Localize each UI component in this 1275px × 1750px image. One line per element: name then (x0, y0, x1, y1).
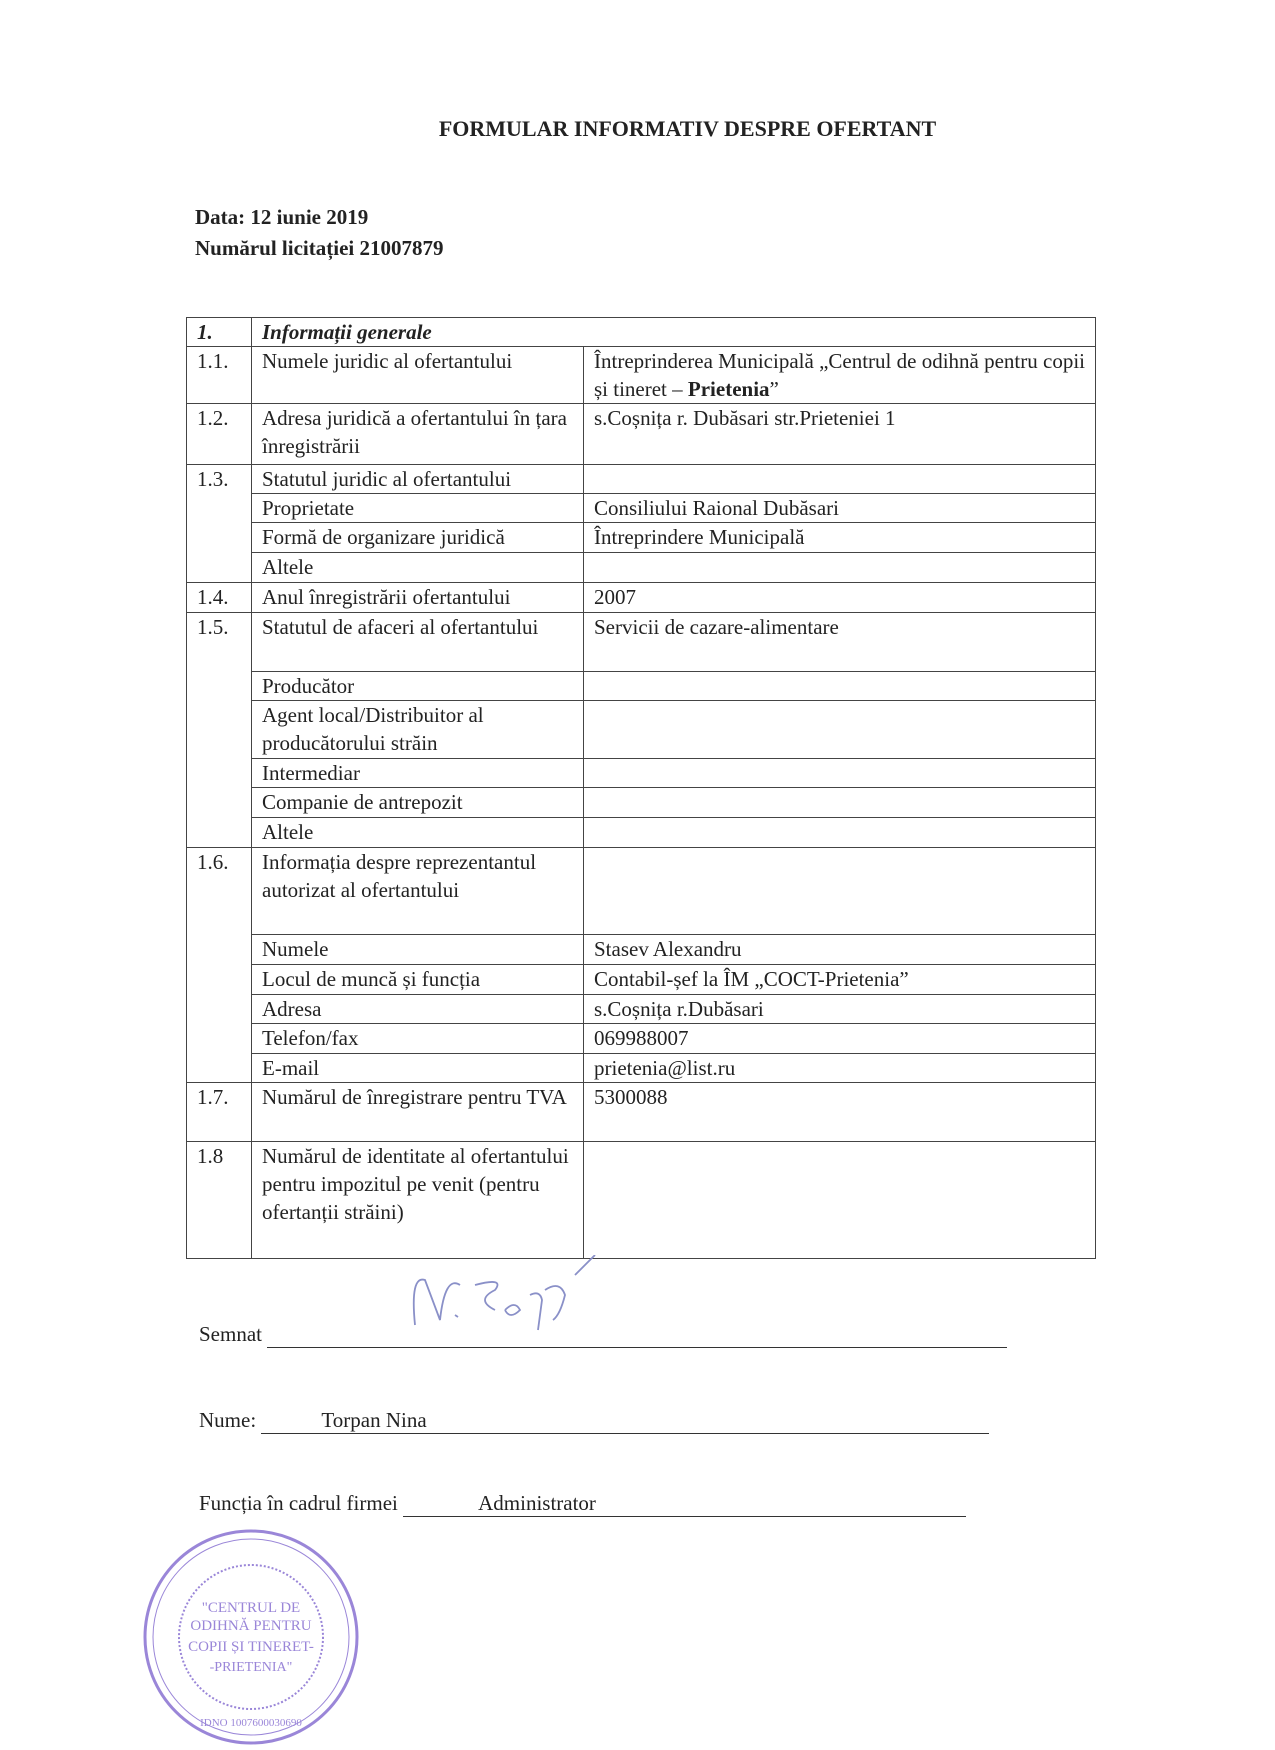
row-label: Telefon/fax (252, 1024, 584, 1054)
document-title: FORMULAR INFORMATIV DESPRE OFERTANT (438, 116, 937, 141)
row-value (584, 759, 1096, 788)
section-number: 1. (187, 318, 252, 347)
table-row (187, 759, 1096, 788)
table-row (187, 465, 1096, 494)
row-label: Adresa (252, 995, 584, 1024)
section-header-row (187, 318, 1096, 347)
table-row (187, 788, 1096, 818)
signed-label: Semnat (199, 1322, 262, 1346)
row-label: Altele (252, 553, 584, 583)
row-value: 5300088 (584, 1083, 1096, 1142)
row-value (584, 848, 1096, 935)
row-value (584, 788, 1096, 818)
value-text: Întreprinderea Municipală „Centrul de odihnă pentru copii și tineret – (594, 349, 1085, 401)
table-row (187, 553, 1096, 583)
row-label: Formă de organizare juridică (252, 523, 584, 553)
row-value: Contabil-șef la ÎM „COCT-Prietenia” (584, 965, 1096, 995)
row-number (187, 672, 252, 701)
table-row (187, 494, 1096, 523)
row-number (187, 759, 252, 788)
row-label: Proprietate (252, 494, 584, 523)
row-value (584, 347, 1096, 404)
svg-text:-PRIETENIA": -PRIETENIA" (209, 1660, 293, 1675)
row-label: E-mail (252, 1054, 584, 1083)
row-value: prietenia@list.ru (584, 1054, 1096, 1083)
name-field (199, 1408, 989, 1434)
table-row (187, 613, 1096, 672)
row-label: Agent local/Distribuitor al producătorului străin (252, 701, 584, 759)
company-stamp (140, 1526, 362, 1748)
row-number (187, 995, 252, 1024)
table-row (187, 583, 1096, 613)
row-number (187, 1024, 252, 1054)
row-number (187, 1054, 252, 1083)
table-row (187, 672, 1096, 701)
date: Data: 12 iunie 2019 (195, 205, 369, 229)
row-label: Altele (252, 818, 584, 848)
row-value (584, 553, 1096, 583)
table-row (187, 995, 1096, 1024)
table-row (187, 935, 1096, 965)
table-row (187, 1024, 1096, 1054)
table-row (187, 818, 1096, 848)
row-value (584, 1142, 1096, 1259)
function-field (199, 1491, 966, 1517)
row-number (187, 523, 252, 553)
row-label: Producător (252, 672, 584, 701)
row-number (187, 935, 252, 965)
row-label: Locul de muncă și funcția (252, 965, 584, 995)
row-number: 1.5. (187, 613, 252, 672)
row-number (187, 553, 252, 583)
row-label: Statutul juridic al ofertantului (252, 465, 584, 494)
handwritten-signature (405, 1255, 635, 1345)
row-label: Intermediar (252, 759, 584, 788)
svg-text:IDNO 1007600030690: IDNO 1007600030690 (200, 1717, 302, 1729)
row-value: 069988007 (584, 1024, 1096, 1054)
row-value: Consiliului Raional Dubăsari (584, 494, 1096, 523)
row-label: Numărul de identitate al ofertantului pentru impozitul pe venit (pentru ofertanții străini) (252, 1142, 584, 1259)
row-number: 1.2. (187, 404, 252, 465)
bidder-info-table (186, 317, 1096, 1259)
row-number: 1.4. (187, 583, 252, 613)
row-label: Companie de antrepozit (252, 788, 584, 818)
row-label: Statutul de afaceri al ofertantului (252, 613, 584, 672)
row-number: 1.1. (187, 347, 252, 404)
row-label: Adresa juridică a ofertantului în țara înregistrării (252, 404, 584, 465)
row-number: 1.6. (187, 848, 252, 935)
row-label: Numărul de înregistrare pentru TVA (252, 1083, 584, 1142)
table-row (187, 404, 1096, 465)
row-label: Informația despre reprezentantul autorizat al ofertantului (252, 848, 584, 935)
function-value: Administrator (478, 1491, 596, 1515)
row-label: Numele (252, 935, 584, 965)
row-value: s.Coșnița r. Dubăsari str.Prieteniei 1 (584, 404, 1096, 465)
table-row (187, 523, 1096, 553)
table-row (187, 1083, 1096, 1142)
row-number: 1.7. (187, 1083, 252, 1142)
row-number (187, 494, 252, 523)
row-number (187, 818, 252, 848)
table-row (187, 848, 1096, 935)
row-number: 1.3. (187, 465, 252, 494)
row-value: Servicii de cazare-alimentare (584, 613, 1096, 672)
table-row (187, 965, 1096, 995)
row-value: Stasev Alexandru (584, 935, 1096, 965)
row-value: s.Coșnița r.Dubăsari (584, 995, 1096, 1024)
table-row (187, 1142, 1096, 1259)
value-bold-text: Prietenia (687, 377, 770, 401)
tender-number: Numărul licitației 21007879 (195, 236, 444, 260)
row-value (584, 818, 1096, 848)
row-number: 1.8 (187, 1142, 252, 1259)
row-value (584, 465, 1096, 494)
row-number (187, 965, 252, 995)
svg-text:ODIHNĂ PENTRU: ODIHNĂ PENTRU (190, 1618, 312, 1634)
table-row (187, 1054, 1096, 1083)
table-row (187, 347, 1096, 404)
row-value: Întreprindere Municipală (584, 523, 1096, 553)
name-label: Nume: (199, 1408, 257, 1432)
svg-text:"CENTRUL DE: "CENTRUL DE (201, 1600, 301, 1616)
value-end-text: ” (769, 377, 779, 401)
name-value: Torpan Nina (321, 1408, 427, 1432)
row-value (584, 672, 1096, 701)
row-value (584, 701, 1096, 759)
function-label: Funcția în cadrul firmei (199, 1491, 398, 1515)
row-label: Anul înregistrării ofertantului (252, 583, 584, 613)
svg-text:COPII ȘI TINERET-: COPII ȘI TINERET- (188, 1639, 314, 1655)
section-title: Informații generale (252, 318, 1096, 347)
row-value: 2007 (584, 583, 1096, 613)
signature-line (267, 1322, 1007, 1348)
row-number (187, 788, 252, 818)
row-label: Numele juridic al ofertantului (252, 347, 584, 404)
table-row (187, 701, 1096, 759)
row-number (187, 701, 252, 759)
